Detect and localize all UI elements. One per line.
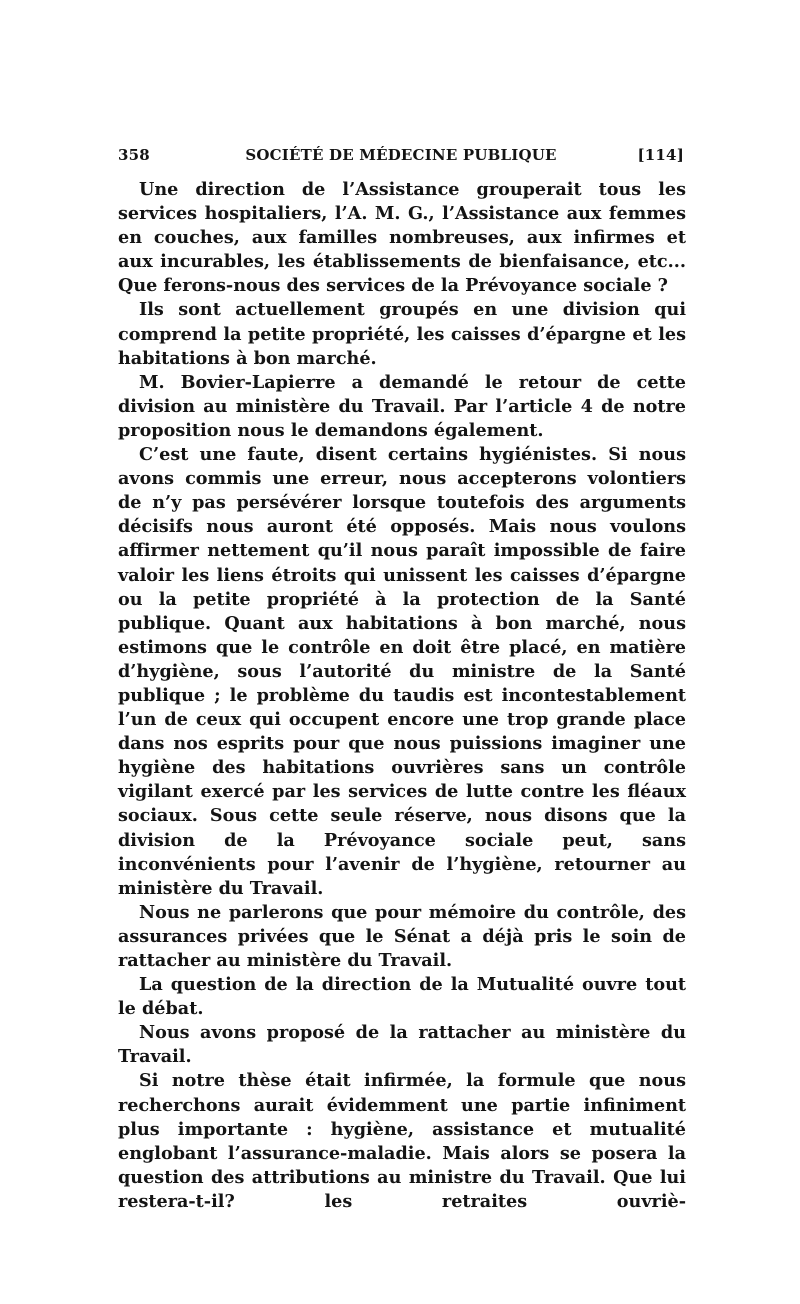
- paragraph-proposal: Nous avons proposé de la rattacher au ministère du Travail.: [118, 1022, 686, 1068]
- journal-title: SOCIÉTÉ DE MÉDECINE PUBLIQUE: [245, 146, 557, 164]
- paragraph-assistance-direction: Une direction de l’Assistance grouperait tous les services hospitaliers, l’A. M. G., l’Assistance aux femmes en couches, aux familles nombreuses, aux infirmes et aux incurables, les établissements de bienfaisance, etc... Que ferons-nous des services de la Prévoyance sociale ?: [118, 179, 686, 297]
- paragraph-hygienists-objection: C’est une faute, disent certains hygiénistes. Si nous avons commis une erreur, nous accepterons volontiers de n’y pas persévérer lorsque toutefois des arguments décisifs nous auront été opposés. Mais nous voulons affirmer nettement qu’il nous paraît impossible de faire valoir les liens étroits qui unissent les caisses d’épargne ou la petite propriété à la protection de la Santé publique. Quant aux habitations à bon marché, nous estimons que le contrôle en doit être placé, en matière d’hygiène, sous l’autorité du ministre de la Santé publique ; le problème du taudis est incontestablement l’un de ceux qui occupent encore une trop grande place dans nos esprits pour que nous puissions imaginer une hygiène des habitations ouvrières sans un contrôle vigilant exercé par les services de lutte contre les fléaux sociaux. Sous cette seule réserve, nous disons que la division de la Prévoyance sociale peut, sans inconvénients pour l’avenir de l’hygiène, retourner au ministère du Travail.: [118, 444, 686, 899]
- paragraph-thesis: Si notre thèse était infirmée, la formule que nous recherchons aurait évidemment une partie infiniment plus importante : hygiène, assistance et mutualité englobant l’assurance-maladie. Mais alors se posera la question des attributions au ministre du Travail. Que lui restera-t-il? les retraites ouvriè-: [118, 1070, 686, 1212]
- body-text: [118, 178, 686, 1214]
- paragraph-bovier-lapierre: M. Bovier-Lapierre a demandé le retour de cette division au ministère du Travail. Par l’article 4 de notre proposition nous le demandons également.: [118, 371, 686, 441]
- running-head: [118, 146, 684, 170]
- paragraph-mutualite-question: La question de la direction de la Mutualité ouvre tout le débat.: [118, 974, 686, 1020]
- paragraph-private-insurance: Nous ne parlerons que pour mémoire du contrôle, des assurances privées que le Sénat a déjà pris le soin de rattacher au ministère du Travail.: [118, 901, 686, 971]
- article-number: [114]: [637, 146, 684, 164]
- paragraph-prevoyance-division: Ils sont actuellement groupés en une division qui comprend la petite propriété, les caisses d’épargne et les habitations à bon marché.: [118, 299, 686, 369]
- page-number: 358: [118, 146, 150, 164]
